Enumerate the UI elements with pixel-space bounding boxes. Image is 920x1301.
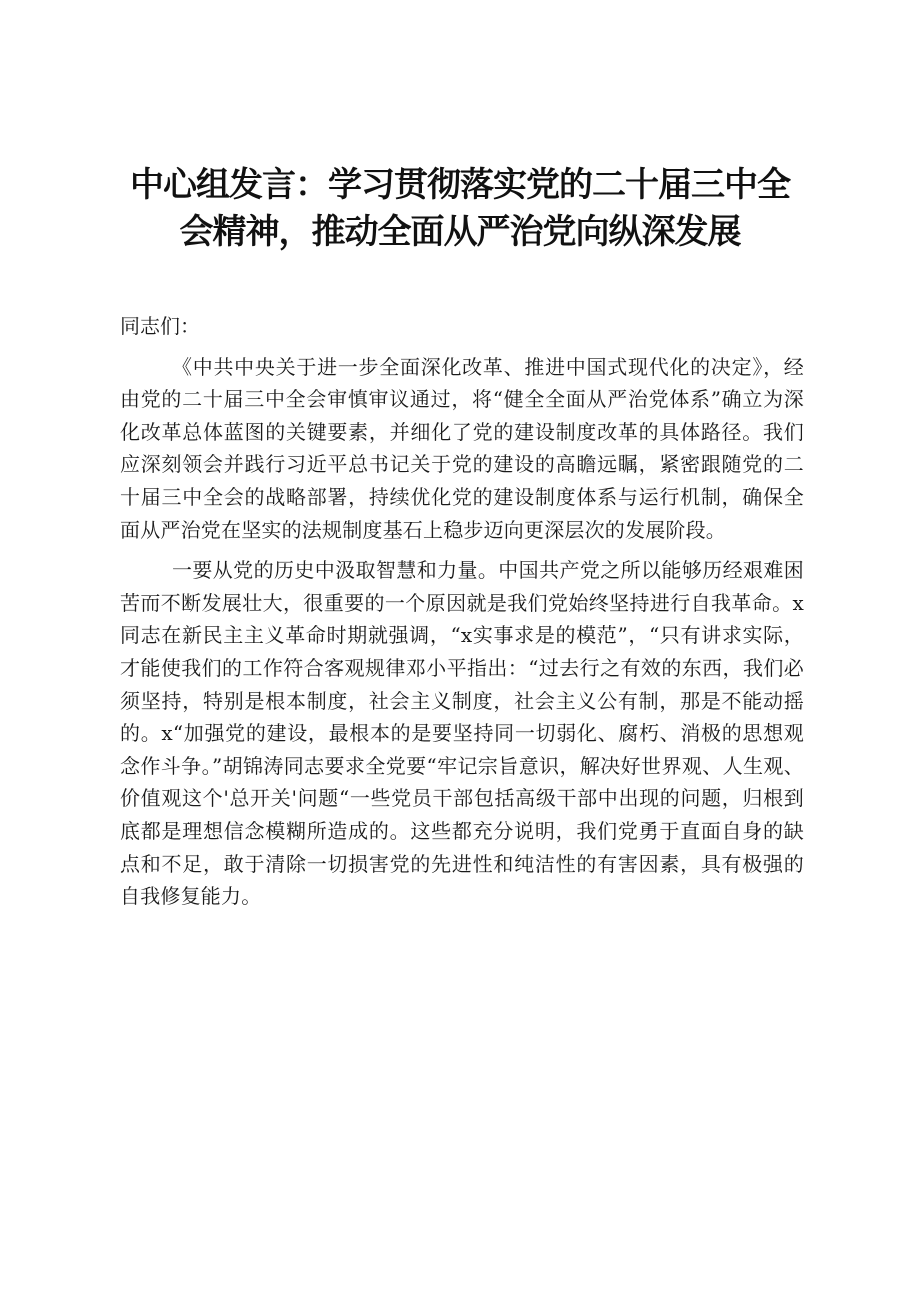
salutation: 同志们： <box>120 314 200 338</box>
document-body <box>120 310 804 921</box>
title-line-1: 中心组发言：学习贯彻落实党的二十届三中全 <box>130 165 790 205</box>
document-title <box>80 162 840 256</box>
title-line-2: 会精神，推动全面从严治党向纵深发展 <box>179 212 741 252</box>
paragraph-intro: 《中共中央关于进一步全面深化改革、推进中国式现代化的决定》，经由党的二十届三中全会审慎审议通过，将“健全全面从严治党体系”确立为深化改革总体蓝图的关键要素，并细化了党的建设制度改革的具体路径。我们应深刻领会并践行习近平总书记关于党的建设的高瞻远瞩，紧密跟随党的二十届三中全会的战略部署，持续优化党的建设制度体系与运行机制，确保全面从严治党在坚实的法规制度基石上稳步迈向更深层次的发展阶段。 <box>120 354 804 542</box>
paragraph-history: 一要从党的历史中汲取智慧和力量。中国共产党之所以能够历经艰难困苦而不断发展壮大，很重要的一个原因就是我们党始终坚持进行自我革命。x同志在新民主主义革命时期就强调，“x实事求是的模范”，“只有讲求实际，才能使我们的工作符合客观规律邓小平指出：“过去行之有效的东西，我们必须坚持，特别是根本制度，社会主义制度，社会主义公有制，那是不能动摇的。x“加强党的建设，最根本的是要坚持同一切弱化、腐朽、消极的思想观念作斗争。”胡锦涛同志要求全党要“牢记宗旨意识，解决好世界观、人生观、价值观这个'总开关'问题“一些党员干部包括高级干部中出现的问题，归根到底都是理想信念模糊所造成的。这些都充分说明，我们党勇于直面自身的缺点和不足，敢于清除一切损害党的先进性和纯洁性的有害因素，具有极强的自我修复能力。 <box>120 558 804 909</box>
